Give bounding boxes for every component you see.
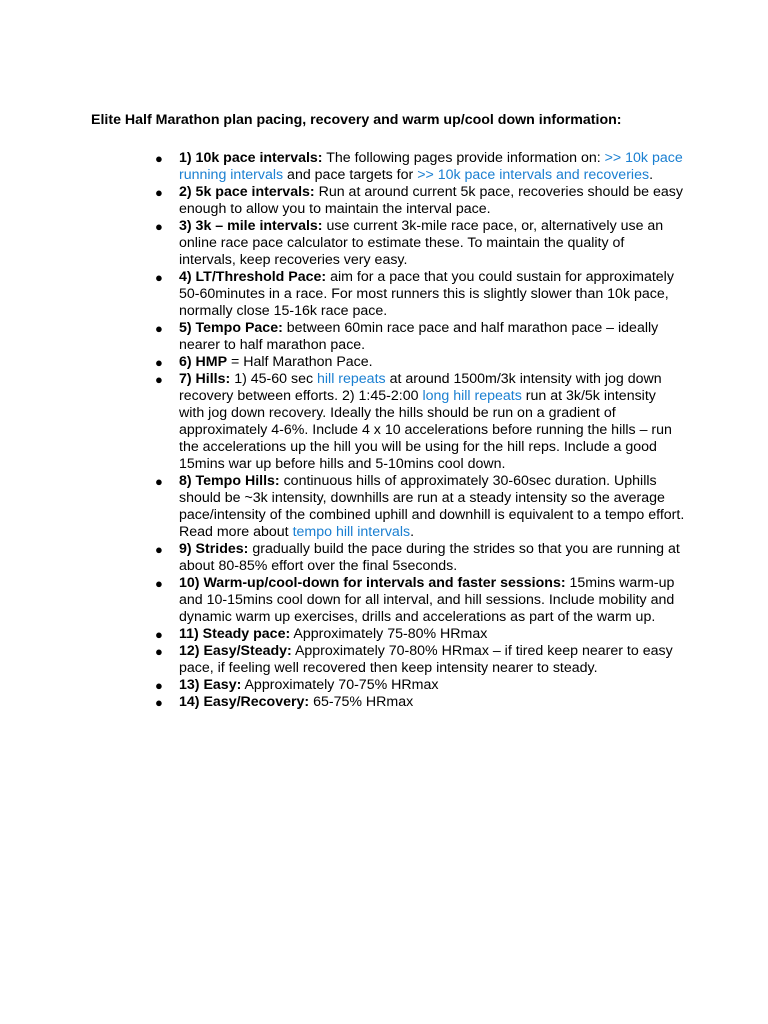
list-item-5k-pace-intervals [155,184,685,218]
item-label: 11) Steady pace: [179,626,291,642]
bullet-icon: ● [155,542,163,557]
list-item-easy [155,677,685,694]
item-label: 4) LT/Threshold Pace: [179,269,327,285]
item-label: 13) Easy: [179,677,242,693]
item-label: 14) Easy/Recovery: [179,694,310,710]
item-text: 15mins warm-up and 10-15mins cool down for all interval, and hill sessions. Include mobility and dynamic warm up exercises, drills and accelerations as part of the warm up. [179,575,675,625]
item-text: = Half Marathon Pace. [227,354,373,370]
list-item-easy-recovery [155,694,685,711]
list-item-easy-steady [155,643,685,677]
bullet-icon: ● [155,678,163,693]
bullet-icon: ● [155,644,163,659]
item-text: The following pages provide information on: [322,150,605,166]
list-item-warm-up-cool-down [155,575,685,626]
item-label: 8) Tempo Hills: [179,473,280,489]
list-item-strides [155,541,685,575]
item-text: aim for a pace that you could sustain for approximately 50-60minutes in a race. For most runners this is slightly slower than 10k pace, normally close 15-16k race pace. [179,269,674,319]
link-10k-pace-intervals-and-recoveries[interactable]: >> 10k pace intervals and recoveries [417,167,650,183]
item-label: 5) Tempo Pace: [179,320,283,336]
link-long-hill-repeats[interactable]: long hill repeats [422,388,522,404]
list-item-hmp [155,354,685,371]
list-item-hills [155,371,685,473]
bullet-icon: ● [155,627,163,642]
item-label: 9) Strides: [179,541,249,557]
bullet-icon: ● [155,219,163,234]
item-label: 10) Warm-up/cool-down for intervals and faster sessions: [179,575,566,591]
pacing-info-list [155,150,685,711]
item-text: . [649,167,654,183]
link-10k-pace-running-intervals[interactable]: >> 10k pace running intervals [179,150,683,183]
document-title: Elite Half Marathon plan pacing, recovery and warm up/cool down information: [91,112,622,128]
link-tempo-hill-intervals[interactable]: tempo hill intervals [292,524,411,540]
item-text: Approximately 70-80% HRmax – if tired keep nearer to easy pace, if feeling well recovered then keep intensity nearer to steady. [179,643,673,676]
item-text: and pace targets for [283,167,418,183]
item-text: gradually build the pace during the strides so that you are running at about 80-85% effort over the final 5seconds. [179,541,680,574]
item-text: run at 3k/5k intensity with jog down recovery. Ideally the hills should be run on a gradient of approximately 4-6%. Include 4 x 10 accelerations before running the hills – run the accelerations up the hill you will be using for the hill reps. Include a good 15mins war up before hills and 5-10mins cool down. [179,388,672,472]
item-text: use current 3k-mile race pace, or, alternatively use an online race pace calculator to estimate these. To maintain the quality of intervals, keep recoveries very easy. [179,218,664,268]
item-label: 12) Easy/Steady: [179,643,292,659]
item-label: 2) 5k pace intervals: [179,184,315,200]
list-item-3k-mile-intervals [155,218,685,269]
item-text: Approximately 75-80% HRmax [290,626,488,642]
list-item-steady-pace [155,626,685,643]
list-item-tempo-pace [155,320,685,354]
bullet-icon: ● [155,355,163,370]
item-label: 1) 10k pace intervals: [179,150,323,166]
bullet-icon: ● [155,372,163,387]
list-item-tempo-hills [155,473,685,541]
item-label: 7) Hills: [179,371,231,387]
list-item-10k-pace-intervals [155,150,685,184]
link-hill-repeats[interactable]: hill repeats [317,371,386,387]
item-text: between 60min race pace and half marathon pace – ideally nearer to half marathon pace. [179,320,659,353]
item-text: . [410,524,415,540]
item-text: at around 1500m/3k intensity with jog down recovery between efforts. 2) 1:45-2:00 [179,371,662,404]
bullet-icon: ● [155,151,163,166]
bullet-icon: ● [155,576,163,591]
list-item-lt-threshold-pace [155,269,685,320]
item-label: 3) 3k – mile intervals: [179,218,323,234]
item-label: 6) HMP [179,354,228,370]
item-text: Approximately 70-75% HRmax [241,677,439,693]
bullet-icon: ● [155,270,163,285]
bullet-icon: ● [155,185,163,200]
bullet-icon: ● [155,474,163,489]
bullet-icon: ● [155,321,163,336]
item-text: 65-75% HRmax [309,694,414,710]
item-text: 1) 45-60 sec [230,371,317,387]
item-text: Run at around current 5k pace, recoveries should be easy enough to allow you to maintain the interval pace. [179,184,683,217]
item-text: continuous hills of approximately 30-60sec duration. Uphills should be ~3k intensity, downhills are run at a steady intensity so the average pace/intensity of the combined uphill and downhill is equivalent to a tempo effort. Read more about [179,473,685,540]
bullet-icon: ● [155,695,163,710]
